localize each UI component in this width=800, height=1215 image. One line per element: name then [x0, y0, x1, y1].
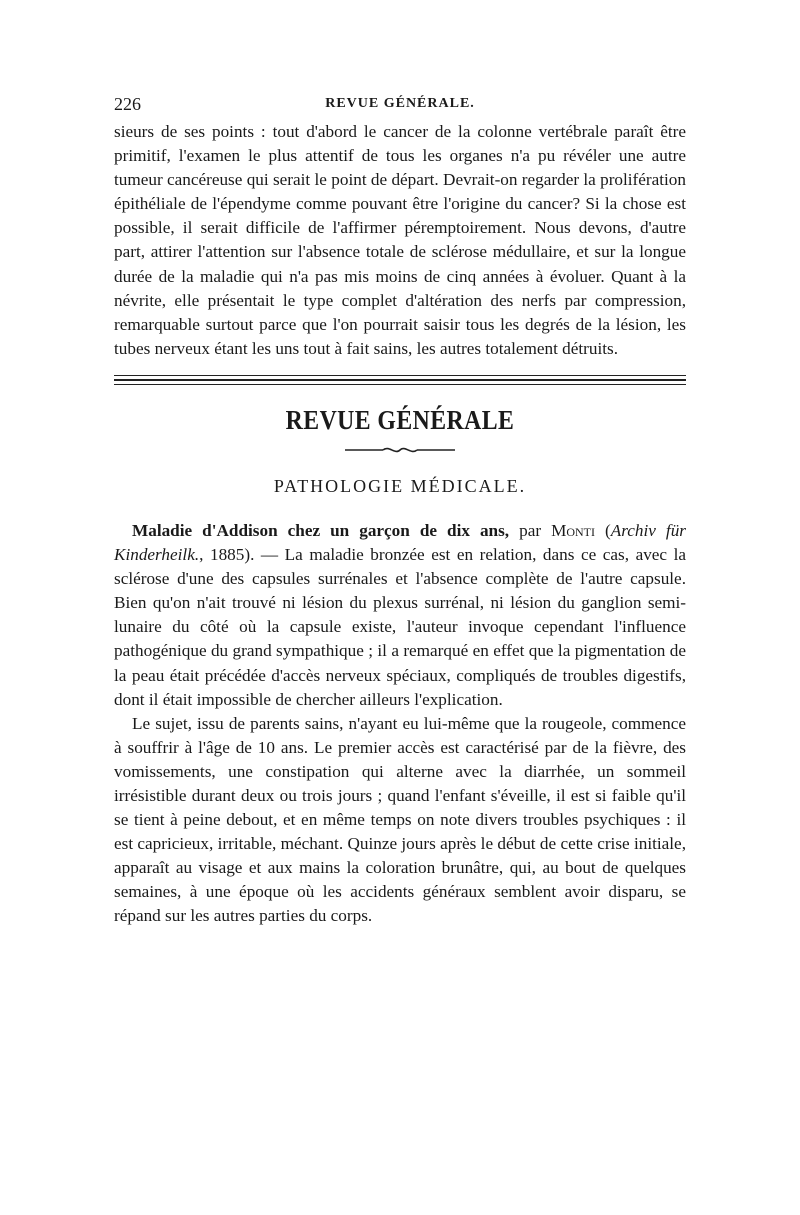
- article-paragraph-1: [114, 519, 686, 712]
- double-rule-separator: [114, 375, 686, 385]
- document-page: [114, 94, 686, 929]
- article-source-open: (: [595, 520, 611, 540]
- ornament-divider-icon: [114, 442, 686, 456]
- running-head: [114, 94, 686, 120]
- running-title: REVUE GÉNÉRALE.: [325, 96, 475, 111]
- rule-thin: [114, 384, 686, 385]
- article-journal: Archiv für Kinderheilk.: [114, 520, 686, 565]
- article-author: Monti: [551, 520, 596, 540]
- article-source-close: , 1885). —: [199, 545, 285, 565]
- article-by: par: [509, 520, 552, 540]
- rule-thick: [114, 379, 686, 381]
- article-paragraph-2: Le sujet, issu de parents sains, n'ayant eu lui-même que la rougeole, commence à souffrir à l'âge de 10 ans. Le premier accès est caractérisé par de la fièvre, des vomissements, une constipation qui alterne avec la diarrhée, un sommeil irrésistible durant deux ou trois jours ; quand l'enfant s'éveille, il est si faible qu'il se tient à peine debout, et en même temps on note divers troubles psychiques : il est capricieux, irritable, méchant. Quinze jours après le début de cette crise initiale, apparaît au visage et aux mains la coloration brunâtre, qui, au bout de quelques semaines, à une époque où les accidents généraux semblent avoir disparu, se répand sur les autres parties du corps.: [114, 713, 686, 926]
- article-title: Maladie d'Addison chez un garçon de dix ans,: [132, 520, 510, 540]
- article-paragraph-1-text: La maladie bronzée est en relation, dans ce cas, avec la sclérose d'une des capsules surrénales et l'absence complète de l'autre capsule. Bien qu'on n'ait trouvé ni lésion du plexus surrénal, ni lésion du ganglion semi-lunaire du côté où la capsule existe, l'auteur invoque cependant l'influence pathogénique du grand sympathique ; il a remarqué en effet que la pigmentation de la peau était précédée d'accès nerveux spéciaux, compliqués de troubles digestifs, dont il était impossible de chercher ailleurs l'explication.: [114, 545, 686, 709]
- continued-paragraph: sieurs de ses points : tout d'abord le cancer de la colonne vertébrale paraît être primitif, l'examen le plus attentif de tous les organes n'a pu révéler une autre tumeur cancéreuse qui serait le point de départ. Devrait-on regarder la prolifération épithéliale de l'épendyme comme pouvant être l'origine du cancer? Si la chose est possible, il serait difficile de l'affirmer péremptoirement. Nous devons, d'autre part, attirer l'attention sur l'absence totale de sclérose médullaire, et sur la longue durée de la maladie qui n'a pas mis moins de cinq années à évoluer. Quant à la névrite, elle présentait le type complet d'altération des nerfs par compression, remarquable surtout parce que l'on pourrait saisir tous les degrés de la lésion, les tubes nerveux étant les uns tout à fait sains, les autres totalement détruits.: [114, 122, 686, 358]
- page-number: 226: [114, 94, 141, 114]
- rule-thin: [114, 375, 686, 376]
- subsection-title: PATHOLOGIE MÉDICALE.: [273, 475, 527, 496]
- section-title: REVUE GÉNÉRALE: [285, 404, 515, 435]
